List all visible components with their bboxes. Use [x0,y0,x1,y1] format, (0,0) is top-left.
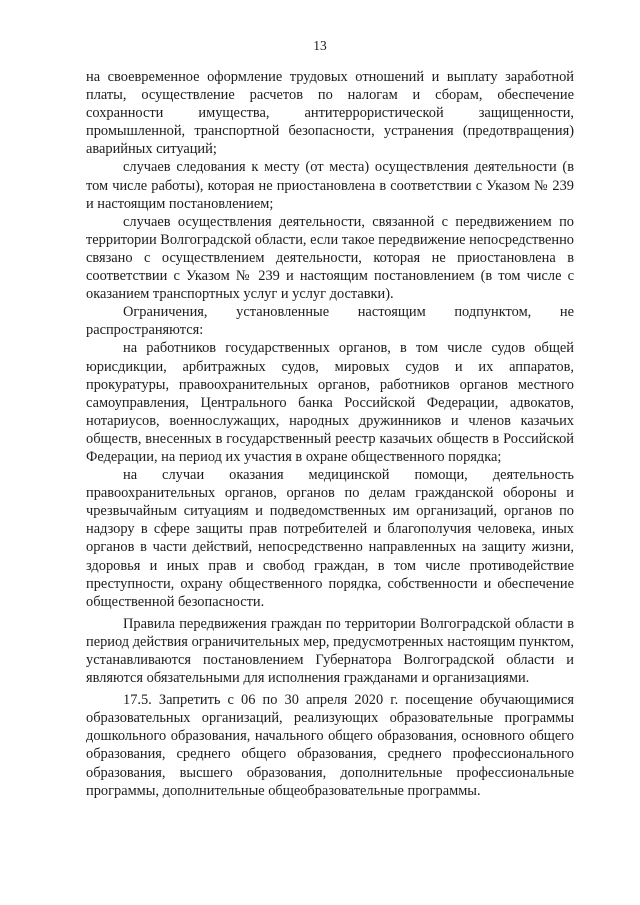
document-body [86,68,574,800]
page-number: 13 [313,38,327,53]
paragraph-continuation: на своевременное оформление трудовых отношений и выплату заработной платы, осуществление расчетов по налогам и сборам, обеспечение сохранности имущества, антитеррористической защищенности, промышленной, транспортной безопасности, устранения (предотвращения) аварийных ситуаций; [86,69,574,158]
paragraph-travel-for-activity: случаев осуществления деятельности, связанной с передвижением по территории Волгоградской области, если такое передвижение непосредственно связано с осуществлением деятельности, которая не приостановлена в соответствии с Указом № 239 и настоящим постановлением (в том числе с оказанием транспортных услуг и услуг доставки). [86,213,574,303]
paragraph-movement-rules: Правила передвижения граждан по территории Волгоградской области в период действия ограничительных мер, предусмотренных настоящим пунктом, устанавливаются постановлением Губернатора Волгоградской области и являются обязательными для исполнения гражданами и организациями. [86,615,574,687]
paragraph-travel-to-work: случаев следования к месту (от места) осуществления деятельности (в том числе работы), которая не приостановлена в соответствии с Указом № 239 и настоящим постановлением; [86,159,574,212]
paragraph-section-17-5: 17.5. Запретить с 06 по 30 апреля 2020 г. посещение обучающимися образовательных организаций, реализующих образовательные программы дошкольного образования, начального общего образования, основного общего образования, среднего общего образования, среднего профессионального образования, высшего образования, дополнительные профессиональные программы, дополнительные общеобразовательные программы. [86,692,574,799]
paragraph-state-employees: на работников государственных органов, в том числе судов общей юрисдикции, арбитражных судов, мировых судов и их аппаратов, прокуратуры, правоохранительных органов, работников органов местного самоуправления, Центрального банка Российской Федерации, адвокатов, нотариусов, военнослужащих, народных дружинников и членов казачьих обществ, внесенных в государственный реестр казачьих обществ в Российской Федерации, на период их участия в охране общественного порядка; [86,340,574,465]
paragraph-restrictions-exceptions: Ограничения, установленные настоящим подпунктом, не распространяются: [86,304,574,339]
paragraph-medical-and-security: на случаи оказания медицинской помощи, деятельность правоохранительных органов, органов по делам гражданской обороны и чрезвычайным ситуациям и подведомственных им организаций, органов по надзору в сфере защиты прав потребителей и благополучия человека, иных органов в части действий, непосредственно направленных на защиту жизни, здоровья и иных прав и свобод граждан, в том числе противодействие преступности, охрану общественного порядка, собственности и обеспечение общественной безопасности. [86,467,574,610]
